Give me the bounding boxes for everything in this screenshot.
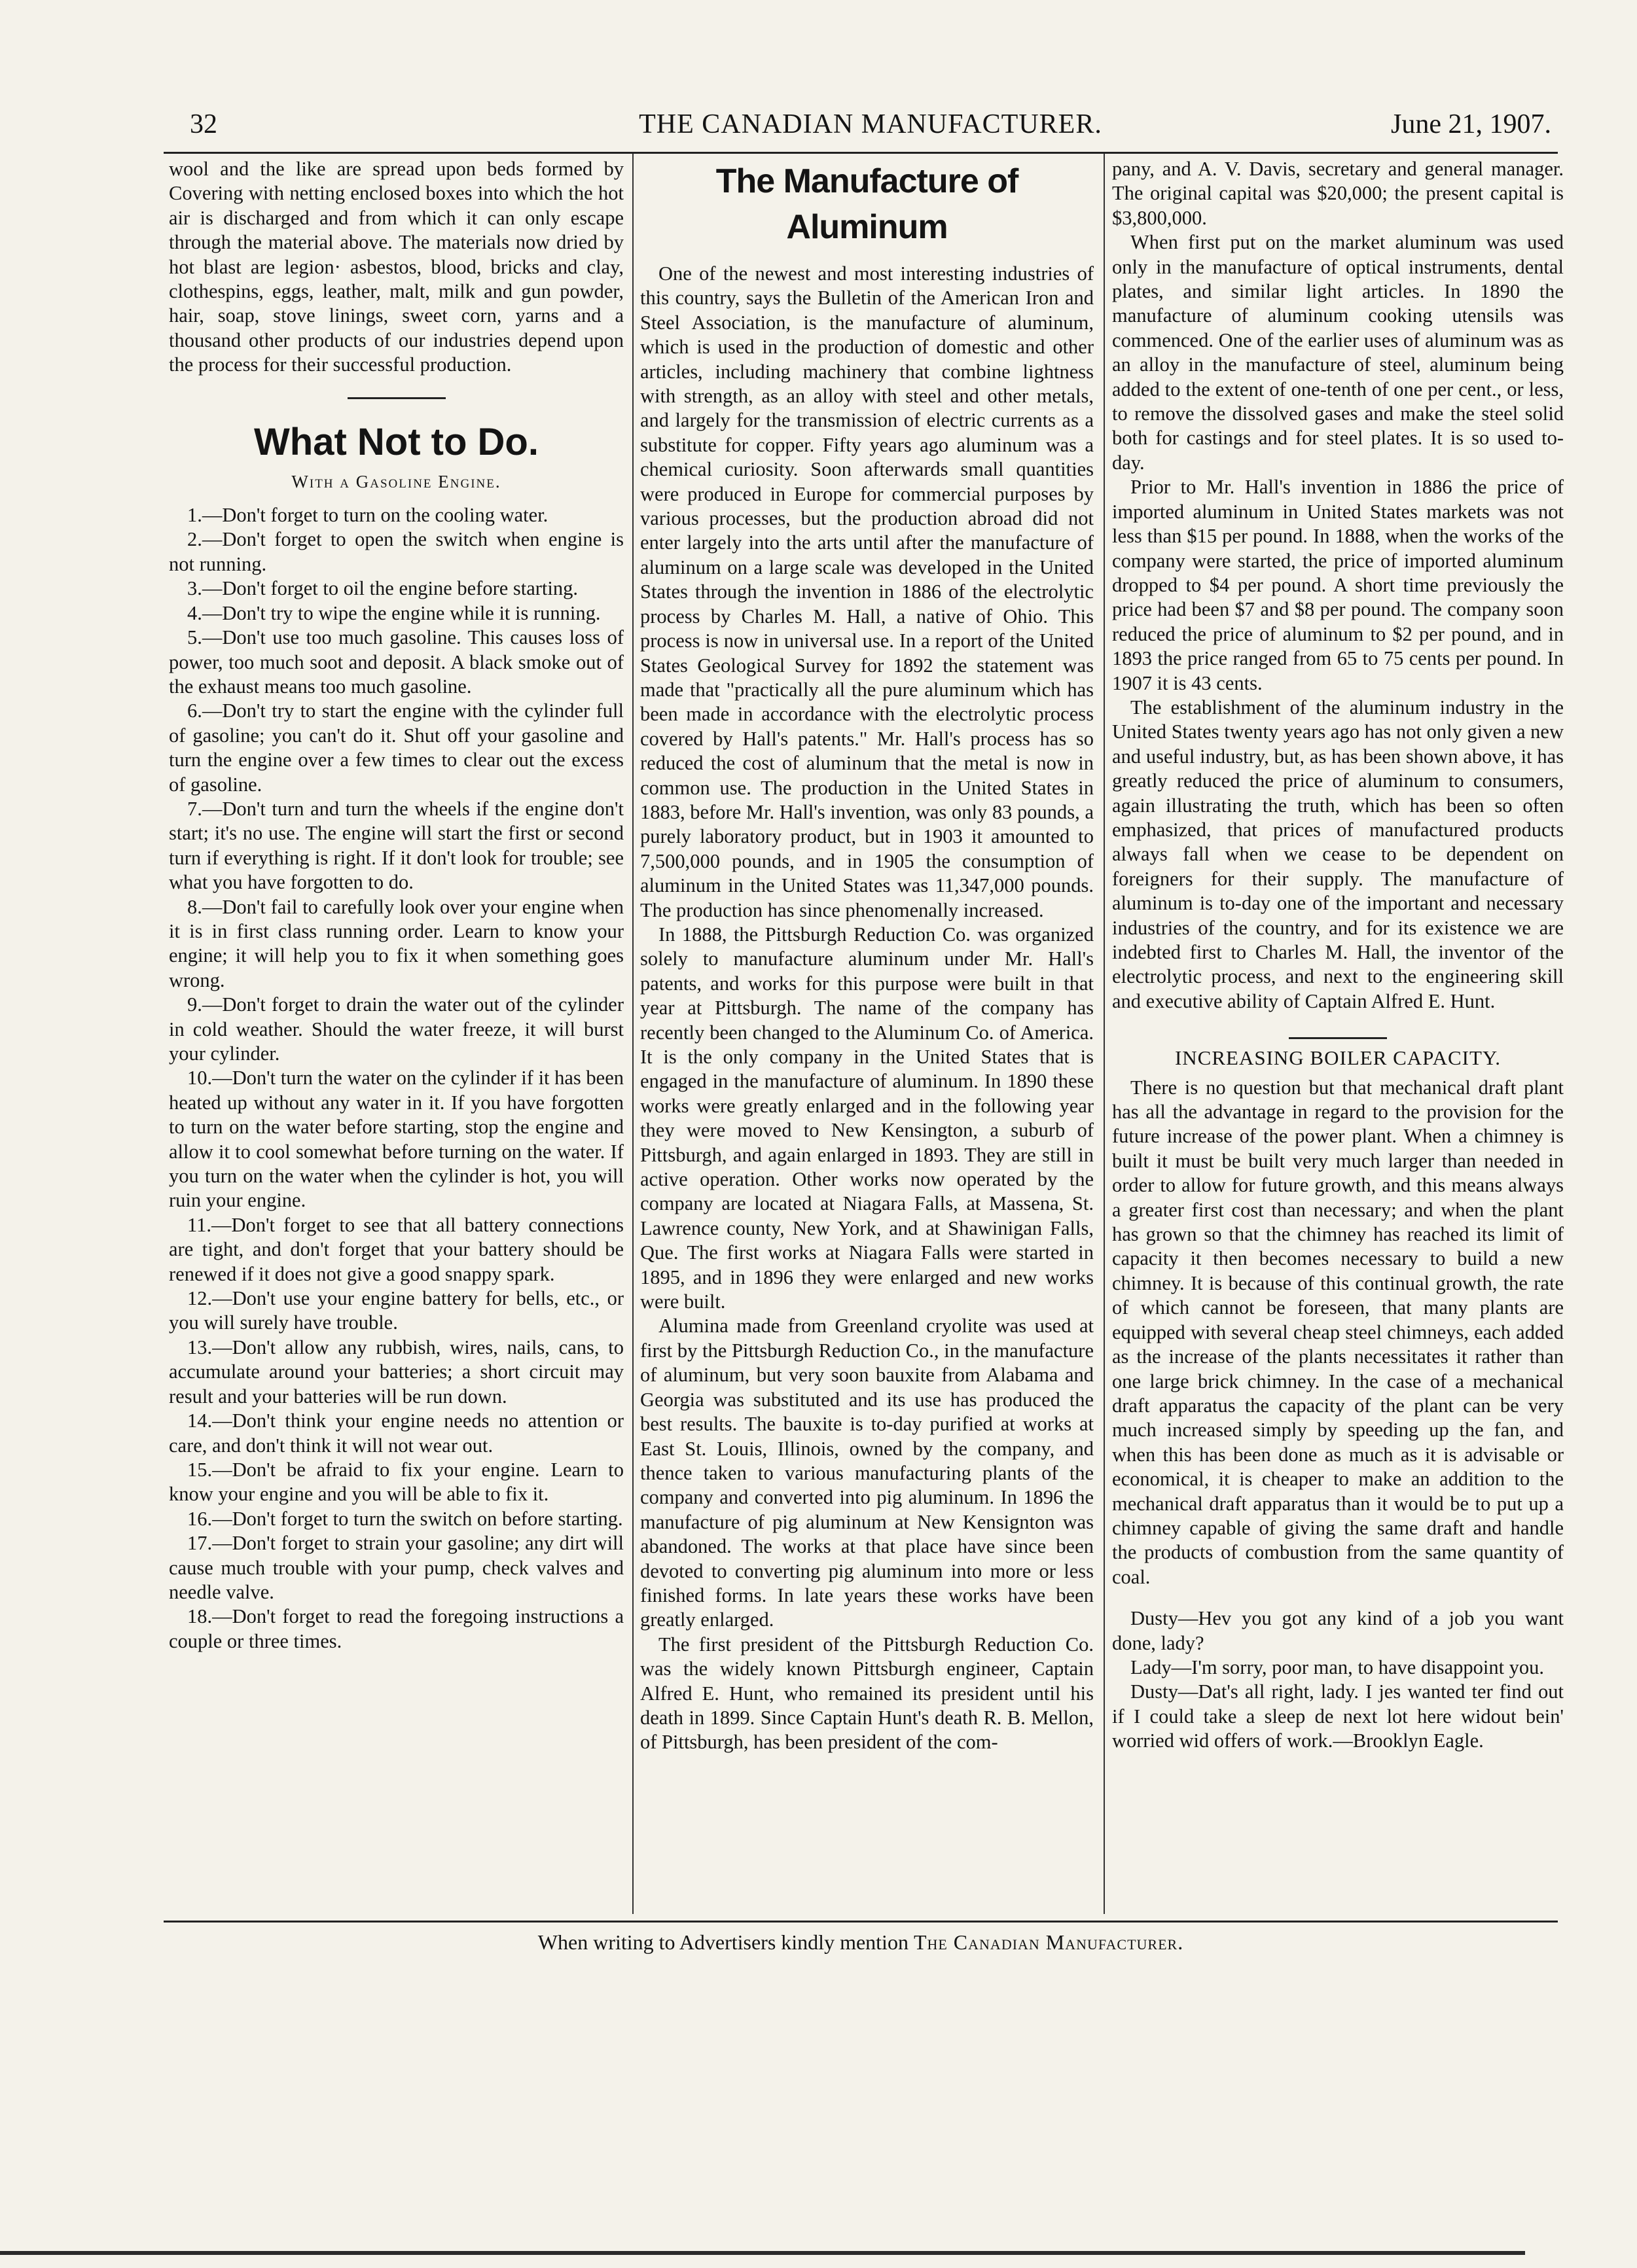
instruction-item: 16.—Don't forget to turn the switch on before starting. bbox=[187, 1507, 623, 1530]
instruction-item: 7.—Don't turn and turn the wheels if the engine don't start; it's no use. The engine will start the first or second turn if everything is right. If it don't look for trouble; see what you have forgotten to do. bbox=[169, 797, 624, 894]
column-middle bbox=[640, 157, 1094, 1755]
joke-line: Dusty—Dat's all right, lady. I jes wanted ter find out if I could take a sleep de next lot here widout bein' worried wid offers of work.—Brooklyn Eagle. bbox=[1112, 1680, 1564, 1752]
instruction-item: 4.—Don't try to wipe the engine while it is running. bbox=[187, 601, 601, 624]
instruction-item: 1.—Don't forget to turn on the cooling water. bbox=[187, 504, 549, 527]
instruction-item: 18.—Don't forget to read the foregoing instructions a couple or three times. bbox=[169, 1605, 624, 1652]
instruction-item: 12.—Don't use your engine battery for bells, etc., or you will surely have trouble. bbox=[169, 1287, 624, 1334]
instruction-item: 3.—Don't forget to oil the engine before starting. bbox=[187, 577, 578, 600]
joke-line: Lady—I'm sorry, poor man, to have disappoint you. bbox=[1130, 1656, 1545, 1678]
footer-publication: The Canadian Manufacturer. bbox=[913, 1930, 1184, 1954]
instruction-item: 11.—Don't forget to see that all battery connections are tight, and don't forget that your battery should be renewed if it does not give a good snappy spark. bbox=[169, 1213, 624, 1285]
paragraph: Alumina made from Greenland cryolite was used at first by the Pittsburgh Reduction Co., in the manufacture of aluminum, but very soon bauxite from Alabama and Georgia was substituted and its use has produced the best results. The bauxite is to-day purified at works at East St. Louis, Illinois, owned by the company, and thence taken to various manufacturing plants of the company and converted into pig aluminum. In 1896 the manufacture of pig aluminum at New Kensignton was abandoned. The works at that place have since been devoted to converting pig aluminum into more or less finished forms. In late years these works have been greatly enlarged. bbox=[640, 1315, 1094, 1631]
column-divider-2 bbox=[1104, 154, 1105, 1914]
section-separator bbox=[348, 397, 446, 399]
column-divider-1 bbox=[632, 154, 634, 1914]
scan-edge bbox=[0, 2251, 1525, 2255]
paragraph: One of the newest and most interesting industries of this country, says the Bulletin of the American Iron and Steel Association, is the manufacture of aluminum, which is used in the production of domestic and other articles, including machinery that combine lightness with strength, as an alloy with steel and other metals, and largely for the transmission of electric currents as a substitute for copper. Fifty years ago aluminum was a chemical curiosity. Soon afterwards small quantities were produced in Europe for commercial purposes by various processes, but the production abroad did not enter largely into the arts until after the manufacture of aluminum on a large scale was developed in the United States through the invention in 1886 of the electrolytic process by Charles M. Hall, a native of Ohio. This process is now in universal use. In a report of the United States Geological Survey for 1892 the statement was made that "practically all the pure aluminum which has been made in accordance with the electrolytic process covered by Hall's patents." Mr. Hall's process has so reduced the cost of aluminum that the metal is now in common use. The production in the United States in 1883, before Mr. Hall's invention, was only 83 pounds, a purely laboratory product, but in 1903 it amounted to 7,500,000 pounds, and in 1905 the consumption of aluminum in the United States was 11,347,000 pounds. The production has since phenomenally increased. bbox=[640, 262, 1094, 921]
instruction-item: 15.—Don't be afraid to fix your engine. Learn to know your engine and you will be able to fix it. bbox=[169, 1458, 624, 1506]
article-heading-what-not-to-do: What Not to Do. bbox=[254, 420, 539, 463]
paragraph: Prior to Mr. Hall's invention in 1886 the price of imported aluminum in United States markets was not less than $15 per pound. In 1888, when the works of the company were started, the price of imported aluminum dropped to $4 per pound. A short time previously the price had been $7 and $8 per pound. The company soon reduced the price of aluminum to $2 per pound, and in 1893 the price ranged from 65 to 75 cents per pound. In 1907 it is 43 cents. bbox=[1112, 476, 1564, 694]
column-left bbox=[169, 157, 624, 1654]
instruction-list bbox=[169, 503, 624, 1654]
instruction-item: 6.—Don't try to start the engine with the cylinder full of gasoline; you can't do it. Shut off your gasoline and turn the engine over a few times to clear out the excess of gasoline. bbox=[169, 700, 624, 796]
instruction-item: 17.—Don't forget to strain your gasoline; any dirt will cause much trouble with your pump, check valves and needle valve. bbox=[169, 1532, 624, 1603]
page-number: 32 bbox=[190, 109, 217, 139]
paragraph: There is no question but that mechanical draft plant has all the advantage in regard to the provision for the future increase of the power plant. When a chimney is built it must be built very much larger than needed in order to allow for future growth, and this means always a greater first cost than necessary; and when the plant has grown so that the chimney has reached its limit of capacity it then becomes necessary to build a new chimney. It is because of this continual growth, the rate of which cannot be foreseen, that many plants are equipped with several cheap steel chimneys, each added as the increase of the plants necessitates it rather than one large brick chimney. In the case of a mechanical draft apparatus the capacity of the plant can be very much increased simply by speeding up the fan, and when this has been done as much as it is advisable or economical, it is cheaper to make an addition to the mechanical draft apparatus than it would be to put up a chimney capable of giving the same draft and handle the products of combustion from the same quantity of coal. bbox=[1112, 1076, 1564, 1588]
paragraph: When first put on the market aluminum was used only in the manufacture of optical instruments, dental plates, and similar light articles. In 1890 the manufacture of aluminum cooking utensils was commenced. One of the earlier uses of aluminum was as an alloy in the manufacture of steel, aluminum being added to the extent of one-tenth of one per cent., or less, to remove the dissolved gases and make the steel solid both for castings and for steel plates. It is so used to-day. bbox=[1112, 231, 1564, 474]
paragraph: The establishment of the aluminum industry in the United States twenty years ago has not only given a new and useful industry, but, as has been shown above, it has greatly reduced the price of aluminum to consumers, again illustrating the truth, which has been so often emphasized, that prices of manufactured products always fall when we cease to be dependent on foreigners for their supply. The manufacture of aluminum is to-day one of the important and necessary industries of the country, and for its existence we are indebted first to Charles M. Hall, the inventor of the electrolytic process, and next to the engineering skill and executive ability of Captain Alfred E. Hunt. bbox=[1112, 696, 1564, 1012]
page-footer bbox=[164, 1930, 1558, 1955]
instruction-item: 13.—Don't allow any rubbish, wires, nails, cans, to accumulate around your batteries; a short circuit may result and your batteries will be run down. bbox=[169, 1336, 624, 1408]
publication-title: THE CANADIAN MANUFACTURER. bbox=[639, 109, 1102, 139]
article-subheading: With a Gasoline Engine. bbox=[291, 471, 501, 491]
article-heading-boiler: INCREASING BOILER CAPACITY. bbox=[1174, 1046, 1502, 1070]
paragraph: pany, and A. V. Davis, secretary and general manager. The original capital was $20,000; the present capital is $3,800,000. bbox=[1112, 158, 1564, 229]
footer-text: When writing to Advertisers kindly mention bbox=[537, 1930, 908, 1954]
instruction-item: 14.—Don't think your engine needs no attention or care, and don't think it will not wear out. bbox=[169, 1409, 624, 1457]
paragraph: In 1888, the Pittsburgh Reduction Co. was organized solely to manufacture aluminum under Mr. Hall's patents, and works for this purpose were built in that year at Pittsburgh. The name of the company has recently been changed to the Aluminum Co. of America. It is the only company in the United States that is engaged in the manufacture of aluminum. In 1890 these works were greatly enlarged and in the following year they were moved to New Kensington, a suburb of Pittsburgh, and again enlarged in 1893. They are still in active operation. Other works now operated by the company are located at Niagara Falls, at Massena, St. Lawrence county, New York, and at Shawinigan Falls, Que. The first works at Niagara Falls were started in 1895, and in 1896 they were enlarged and new works were built. bbox=[640, 923, 1094, 1313]
issue-date: June 21, 1907. bbox=[1391, 109, 1551, 139]
paragraph: The first president of the Pittsburgh Reduction Co. was the widely known Pittsburgh engineer, Captain Alfred E. Hunt, who remained its president until his death in 1899. Since Captain Hunt's death R. B. Mellon, of Pittsburgh, has been president of the com- bbox=[640, 1633, 1094, 1754]
instruction-item: 2.—Don't forget to open the switch when engine is not running. bbox=[169, 528, 624, 575]
instruction-item: 8.—Don't fail to carefully look over your engine when it is in first class running order. Learn to know your engine; it will help you to fix it when something goes wrong. bbox=[169, 895, 624, 991]
article-heading-aluminum: The Manufacture of Aluminum bbox=[715, 162, 1018, 246]
header-rule bbox=[164, 152, 1558, 154]
footer-rule bbox=[164, 1921, 1558, 1922]
instruction-item: 9.—Don't forget to drain the water out of the cylinder in cold weather. Should the water freeze, it will burst your cylinder. bbox=[169, 993, 624, 1065]
section-separator bbox=[1289, 1037, 1387, 1039]
continued-paragraph: wool and the like are spread upon beds formed by Covering with netting enclosed boxes into which the hot air is discharged and from which it can only escape through the material above. The materials now dried by hot blast are legion· asbestos, blood, bricks and clay, clothespins, eggs, leather, malt, milk and gun powder, hair, soap, stove linings, sweet corn, yarns and a thousand other products of our industries depend upon the process for their successful production. bbox=[169, 158, 624, 376]
page-header bbox=[190, 98, 1551, 151]
column-right bbox=[1112, 157, 1564, 1754]
instruction-item: 5.—Don't use too much gasoline. This causes loss of power, too much soot and deposit. A black smoke out of the exhaust means too much gasoline. bbox=[169, 626, 624, 698]
joke-line: Dusty—Hev you got any kind of a job you want done, lady? bbox=[1112, 1607, 1564, 1654]
instruction-item: 10.—Don't turn the water on the cylinder if it has been heated up without any water in it. If you have forgotten to turn on the water before starting, stop the engine and allow it to cool somewhat before turning on the water. If you turn on the water when the cylinder is hot, you will ruin your engine. bbox=[169, 1067, 624, 1212]
